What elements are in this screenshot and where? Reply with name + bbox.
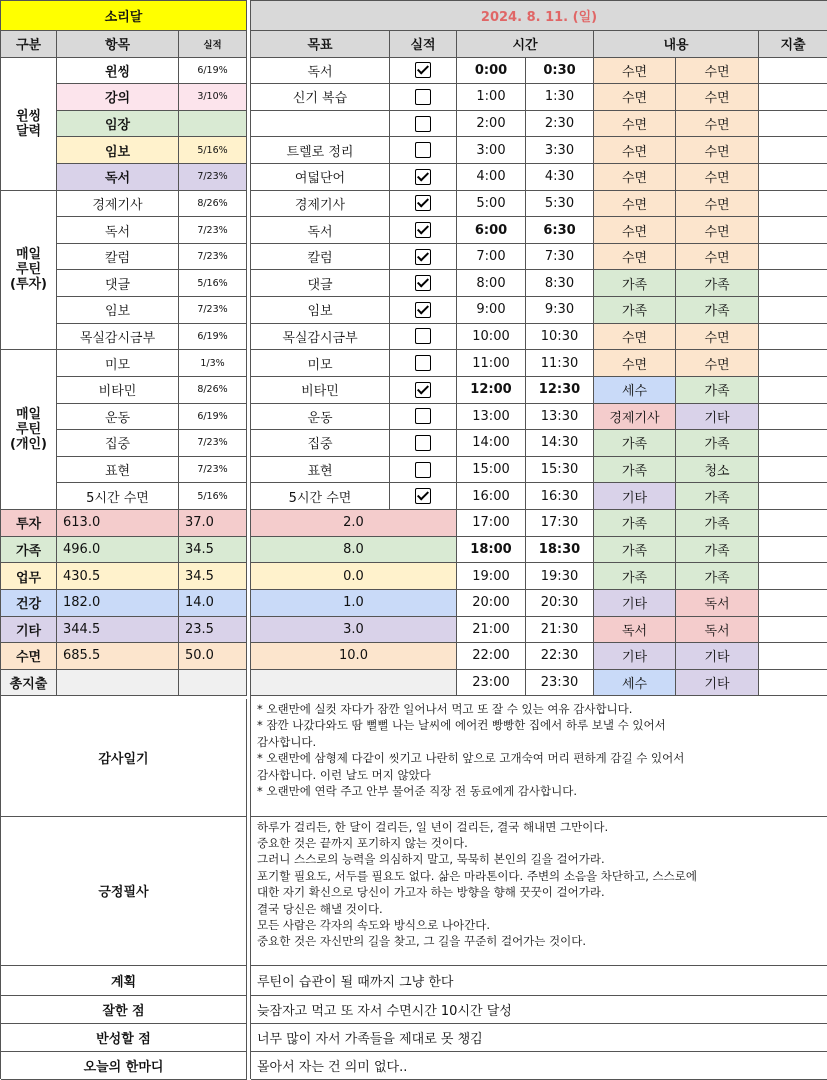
expense-cell[interactable] [759, 457, 827, 484]
group-label: 매일 루틴 (개인) [1, 350, 57, 510]
activity-second-half[interactable]: 가족 [676, 510, 759, 537]
reflect-text[interactable]: 너무 많이 자서 가족들을 제대로 못 챙김 [251, 1024, 827, 1052]
item-record: 7/23% [179, 217, 247, 244]
time-end: 15:30 [526, 457, 594, 484]
item-name: 집중 [57, 430, 179, 457]
checkbox-cell [390, 350, 457, 377]
summary-total: 344.5 [57, 617, 179, 644]
time-end: 5:30 [526, 191, 594, 218]
summary-label: 업무 [1, 563, 57, 590]
activity-second-half[interactable]: 청소 [676, 457, 759, 484]
time-end: 22:30 [526, 643, 594, 670]
time-start: 14:00 [457, 430, 526, 457]
time-end: 8:30 [526, 270, 594, 297]
expense-cell[interactable] [759, 164, 827, 191]
checkbox-cell [390, 324, 457, 351]
checkbox-unchecked[interactable] [415, 408, 431, 424]
expense-cell[interactable] [759, 617, 827, 644]
group-label: 매일 루틴 (투자) [1, 191, 57, 351]
checkbox-cell [390, 297, 457, 324]
expense-cell[interactable] [759, 537, 827, 564]
expense-cell[interactable] [759, 111, 827, 138]
expense-cell[interactable] [759, 137, 827, 164]
time-end: 17:30 [526, 510, 594, 537]
goal-text: 트렐로 정리 [251, 137, 390, 164]
time-end: 23:30 [526, 670, 594, 697]
time-end: 14:30 [526, 430, 594, 457]
activity-first-half[interactable]: 가족 [594, 537, 676, 564]
goal-text: 비타민 [251, 377, 390, 404]
summary-hours: 34.5 [179, 563, 247, 590]
summary-hours: 37.0 [179, 510, 247, 537]
item-record: 6/19% [179, 324, 247, 351]
time-start: 3:00 [457, 137, 526, 164]
time-end: 20:30 [526, 590, 594, 617]
checkbox-cell [390, 111, 457, 138]
col-goal: 목표 [251, 31, 390, 58]
item-name: 임보 [57, 297, 179, 324]
item-record: 3/10% [179, 84, 247, 111]
expense-cell[interactable] [759, 84, 827, 111]
checkbox-unchecked[interactable] [415, 142, 431, 158]
word-label: 오늘의 한마디 [1, 1052, 247, 1080]
expense-cell[interactable] [759, 510, 827, 537]
time-start: 16:00 [457, 483, 526, 510]
time-start: 22:00 [457, 643, 526, 670]
goal-text: 댓글 [251, 270, 390, 297]
date-header: 2024. 8. 11. (일) [251, 1, 827, 31]
item-name: 표현 [57, 457, 179, 484]
goal-text: 집중 [251, 430, 390, 457]
activity-first-half[interactable]: 세수 [594, 670, 676, 697]
item-record: 7/23% [179, 164, 247, 191]
app-title: 소리달 [1, 1, 247, 31]
activity-second-half[interactable]: 독서 [676, 590, 759, 617]
activity-second-half[interactable]: 가족 [676, 270, 759, 297]
expense-cell[interactable] [759, 270, 827, 297]
goal-text: 미모 [251, 350, 390, 377]
time-start: 10:00 [457, 324, 526, 351]
item-name: 독서 [57, 164, 179, 191]
summary-total: 496.0 [57, 537, 179, 564]
goal-text: 목실감시금부 [251, 324, 390, 351]
goal-text: 독서 [251, 58, 390, 85]
item-record: 5/16% [179, 137, 247, 164]
expense-cell[interactable] [759, 58, 827, 85]
item-name: 윈씽 [57, 58, 179, 85]
item-record: 7/23% [179, 457, 247, 484]
activity-second-half[interactable]: 기타 [676, 670, 759, 697]
checkbox-cell [390, 164, 457, 191]
col-content: 내용 [594, 31, 759, 58]
time-start: 21:00 [457, 617, 526, 644]
checkbox-cell [390, 430, 457, 457]
activity-second-half[interactable]: 수면 [676, 84, 759, 111]
checkbox-checked[interactable] [415, 195, 431, 211]
activity-first-half[interactable]: 기타 [594, 590, 676, 617]
summary-today [251, 670, 457, 697]
checkbox-cell [390, 270, 457, 297]
time-end: 11:30 [526, 350, 594, 377]
activity-first-half[interactable]: 수면 [594, 217, 676, 244]
expense-cell[interactable] [759, 643, 827, 670]
time-end: 3:30 [526, 137, 594, 164]
affirmation-text[interactable]: 하루가 걸리든, 한 달이 걸리든, 일 년이 걸리든, 결국 해내면 그만이다. 중요한 것은 끝까지 포기하지 않는 것이다. 그러니 스스로의 능력을 의심하지 말고, 묵묵히 본인의 길을 걸어가라. 포기할 필요도, 서두를 필요도 없다. 삶은 마라톤이다. 주변의 소음을 차단하고, 스스로에 대한 자기 확신으로 당신이 가고자 하는 방향을 향해 꿋꿋이 걸어가라. 결국 당신은 해낼 것이다. 모든 사람은 각자의 속도와 방식으로 나아간다. 중요한 것은 자신만의 길을 찾고, 그 길을 꾸준히 걸어가는 것이다. [251, 817, 827, 966]
time-start: 6:00 [457, 217, 526, 244]
summary-total: 430.5 [57, 563, 179, 590]
time-start: 5:00 [457, 191, 526, 218]
checkbox-unchecked[interactable] [415, 462, 431, 478]
time-start: 9:00 [457, 297, 526, 324]
summary-today: 8.0 [251, 537, 457, 564]
checkbox-cell [390, 137, 457, 164]
summary-today: 0.0 [251, 563, 457, 590]
time-start: 4:00 [457, 164, 526, 191]
time-start: 7:00 [457, 244, 526, 271]
time-start: 2:00 [457, 111, 526, 138]
time-end: 19:30 [526, 563, 594, 590]
goal-text: 경제기사 [251, 191, 390, 218]
summary-label: 가족 [1, 537, 57, 564]
time-start: 17:00 [457, 510, 526, 537]
activity-second-half[interactable]: 수면 [676, 137, 759, 164]
summary-label: 투자 [1, 510, 57, 537]
time-end: 10:30 [526, 324, 594, 351]
activity-first-half[interactable]: 수면 [594, 84, 676, 111]
time-end: 9:30 [526, 297, 594, 324]
time-start: 1:00 [457, 84, 526, 111]
word-text[interactable]: 몰아서 자는 건 의미 없다.. [251, 1052, 827, 1080]
activity-first-half[interactable]: 수면 [594, 137, 676, 164]
col-record: 실적 [179, 31, 247, 58]
item-name: 임보 [57, 137, 179, 164]
activity-second-half[interactable]: 수면 [676, 58, 759, 85]
summary-today: 10.0 [251, 643, 457, 670]
activity-first-half[interactable]: 가족 [594, 457, 676, 484]
item-name: 경제기사 [57, 191, 179, 218]
summary-hours: 23.5 [179, 617, 247, 644]
time-start: 20:00 [457, 590, 526, 617]
activity-first-half[interactable]: 수면 [594, 164, 676, 191]
checkbox-unchecked[interactable] [415, 89, 431, 105]
item-name: 댓글 [57, 270, 179, 297]
checkbox-cell [390, 217, 457, 244]
item-name: 비타민 [57, 377, 179, 404]
time-start: 11:00 [457, 350, 526, 377]
plan-text[interactable]: 루틴이 습관이 될 때까지 그냥 한다 [251, 966, 827, 996]
col-item: 항목 [57, 31, 179, 58]
goal-text: 칼럼 [251, 244, 390, 271]
time-end: 4:30 [526, 164, 594, 191]
summary-total [57, 670, 179, 697]
summary-total: 182.0 [57, 590, 179, 617]
activity-second-half[interactable]: 독서 [676, 617, 759, 644]
activity-second-half[interactable]: 수면 [676, 191, 759, 218]
checkbox-cell [390, 191, 457, 218]
activity-second-half[interactable]: 가족 [676, 297, 759, 324]
summary-hours: 34.5 [179, 537, 247, 564]
checkbox-cell [390, 244, 457, 271]
summary-label: 수면 [1, 643, 57, 670]
item-record: 7/23% [179, 297, 247, 324]
checkbox-checked[interactable] [415, 302, 431, 318]
time-start: 12:00 [457, 377, 526, 404]
summary-total: 613.0 [57, 510, 179, 537]
time-start: 8:00 [457, 270, 526, 297]
expense-cell[interactable] [759, 404, 827, 431]
time-end: 2:30 [526, 111, 594, 138]
activity-second-half[interactable]: 가족 [676, 563, 759, 590]
checkbox-unchecked[interactable] [415, 355, 431, 371]
time-end: 12:30 [526, 377, 594, 404]
item-name: 미모 [57, 350, 179, 377]
time-start: 0:00 [457, 58, 526, 85]
summary-today: 3.0 [251, 617, 457, 644]
summary-today: 2.0 [251, 510, 457, 537]
plan-label: 계획 [1, 966, 247, 996]
time-end: 18:30 [526, 537, 594, 564]
expense-cell[interactable] [759, 483, 827, 510]
activity-second-half[interactable]: 가족 [676, 377, 759, 404]
checkbox-checked[interactable] [415, 169, 431, 185]
activity-first-half[interactable]: 독서 [594, 617, 676, 644]
checkbox-unchecked[interactable] [415, 435, 431, 451]
checkbox-checked[interactable] [415, 62, 431, 78]
checkbox-checked[interactable] [415, 488, 431, 504]
checkbox-cell [390, 483, 457, 510]
item-record: 7/23% [179, 430, 247, 457]
time-end: 16:30 [526, 483, 594, 510]
time-end: 21:30 [526, 617, 594, 644]
activity-second-half[interactable]: 가족 [676, 430, 759, 457]
activity-first-half[interactable]: 수면 [594, 324, 676, 351]
item-name: 강의 [57, 84, 179, 111]
goal-text: 신기 복습 [251, 84, 390, 111]
good-label: 잘한 점 [1, 996, 247, 1024]
expense-cell[interactable] [759, 244, 827, 271]
activity-second-half[interactable]: 기타 [676, 643, 759, 670]
right-panel [250, 0, 827, 1079]
expense-cell[interactable] [759, 590, 827, 617]
expense-cell[interactable] [759, 324, 827, 351]
time-end: 7:30 [526, 244, 594, 271]
summary-label: 기타 [1, 617, 57, 644]
item-record [179, 111, 247, 138]
col-done: 실적 [390, 31, 457, 58]
expense-cell[interactable] [759, 217, 827, 244]
activity-second-half[interactable]: 수면 [676, 217, 759, 244]
checkbox-checked[interactable] [415, 382, 431, 398]
time-start: 19:00 [457, 563, 526, 590]
gratitude-text[interactable]: * 오랜만에 실컷 자다가 잠깐 일어나서 먹고 또 잘 수 있는 여유 감사합니다. * 잠깐 나갔다와도 땀 뻘뻘 나는 날씨에 에어컨 빵빵한 집에서 하루 보낼 수 있어서 감사합니다. * 오랜만에 삼형제 다같이 씻기고 나란히 앞으로 고개숙여 머리 편하게 감길 수 있어서 감사합니다. 이런 날도 머지 않았다 * 오랜만에 연락 주고 안부 물어준 직장 전 동료에게 감사합니다. [251, 699, 827, 817]
activity-second-half[interactable]: 수면 [676, 244, 759, 271]
activity-first-half[interactable]: 수면 [594, 191, 676, 218]
activity-first-half[interactable]: 가족 [594, 563, 676, 590]
expense-cell[interactable] [759, 297, 827, 324]
time-end: 13:30 [526, 404, 594, 431]
item-name: 칼럼 [57, 244, 179, 271]
col-category: 구분 [1, 31, 57, 58]
activity-first-half[interactable]: 세수 [594, 377, 676, 404]
checkbox-cell [390, 58, 457, 85]
activity-first-half[interactable]: 가족 [594, 270, 676, 297]
goal-text: 표현 [251, 457, 390, 484]
activity-first-half[interactable]: 기타 [594, 483, 676, 510]
goal-text: 여덟단어 [251, 164, 390, 191]
checkbox-checked[interactable] [415, 249, 431, 265]
expense-cell[interactable] [759, 377, 827, 404]
activity-second-half[interactable]: 수면 [676, 350, 759, 377]
summary-label: 건강 [1, 590, 57, 617]
checkbox-cell [390, 404, 457, 431]
checkbox-cell [390, 377, 457, 404]
activity-first-half[interactable]: 경제기사 [594, 404, 676, 431]
activity-first-half[interactable]: 수면 [594, 58, 676, 85]
activity-first-half[interactable]: 가족 [594, 510, 676, 537]
left-panel [0, 0, 247, 1079]
item-record: 5/16% [179, 483, 247, 510]
goal-text: 독서 [251, 217, 390, 244]
goal-text: 5시간 수면 [251, 483, 390, 510]
item-name: 임장 [57, 111, 179, 138]
gratitude-label: 감사일기 [1, 699, 247, 817]
summary-label: 총지출 [1, 670, 57, 697]
item-record: 6/19% [179, 58, 247, 85]
checkbox-unchecked[interactable] [415, 116, 431, 132]
goal-text: 운동 [251, 404, 390, 431]
col-time: 시간 [457, 31, 594, 58]
col-expense: 지출 [759, 31, 827, 58]
summary-total: 685.5 [57, 643, 179, 670]
item-record: 1/3% [179, 350, 247, 377]
expense-cell[interactable] [759, 191, 827, 218]
activity-second-half[interactable]: 가족 [676, 483, 759, 510]
activity-first-half[interactable]: 가족 [594, 430, 676, 457]
time-start: 18:00 [457, 537, 526, 564]
activity-first-half[interactable]: 기타 [594, 643, 676, 670]
checkbox-unchecked[interactable] [415, 328, 431, 344]
goal-text: 임보 [251, 297, 390, 324]
activity-first-half[interactable]: 수면 [594, 111, 676, 138]
item-record: 8/26% [179, 377, 247, 404]
activity-second-half[interactable]: 가족 [676, 537, 759, 564]
activity-first-half[interactable]: 수면 [594, 244, 676, 271]
summary-today: 1.0 [251, 590, 457, 617]
reflect-label: 반성할 점 [1, 1024, 247, 1052]
summary-hours: 14.0 [179, 590, 247, 617]
time-end: 1:30 [526, 84, 594, 111]
item-name: 독서 [57, 217, 179, 244]
activity-first-half[interactable]: 가족 [594, 297, 676, 324]
time-end: 6:30 [526, 217, 594, 244]
expense-cell[interactable] [759, 563, 827, 590]
checkbox-cell [390, 457, 457, 484]
affirmation-label: 긍정필사 [1, 817, 247, 966]
group-label: 윈씽 달력 [1, 58, 57, 191]
expense-cell[interactable] [759, 670, 827, 697]
activity-second-half[interactable]: 수면 [676, 324, 759, 351]
expense-cell[interactable] [759, 430, 827, 457]
time-end: 0:30 [526, 58, 594, 85]
item-name: 운동 [57, 404, 179, 431]
checkbox-cell [390, 84, 457, 111]
time-start: 15:00 [457, 457, 526, 484]
goal-text [251, 111, 390, 138]
checkbox-checked[interactable] [415, 275, 431, 291]
activity-second-half[interactable]: 수면 [676, 111, 759, 138]
time-start: 13:00 [457, 404, 526, 431]
item-record: 7/23% [179, 244, 247, 271]
item-record: 5/16% [179, 270, 247, 297]
item-name: 목실감시금부 [57, 324, 179, 351]
activity-second-half[interactable]: 기타 [676, 404, 759, 431]
checkbox-checked[interactable] [415, 222, 431, 238]
item-name: 5시간 수면 [57, 483, 179, 510]
item-record: 8/26% [179, 191, 247, 218]
activity-first-half[interactable]: 수면 [594, 350, 676, 377]
time-start: 23:00 [457, 670, 526, 697]
good-text[interactable]: 늦잠자고 먹고 또 자서 수면시간 10시간 달성 [251, 996, 827, 1024]
item-record: 6/19% [179, 404, 247, 431]
activity-second-half[interactable]: 수면 [676, 164, 759, 191]
summary-hours [179, 670, 247, 697]
expense-cell[interactable] [759, 350, 827, 377]
summary-hours: 50.0 [179, 643, 247, 670]
